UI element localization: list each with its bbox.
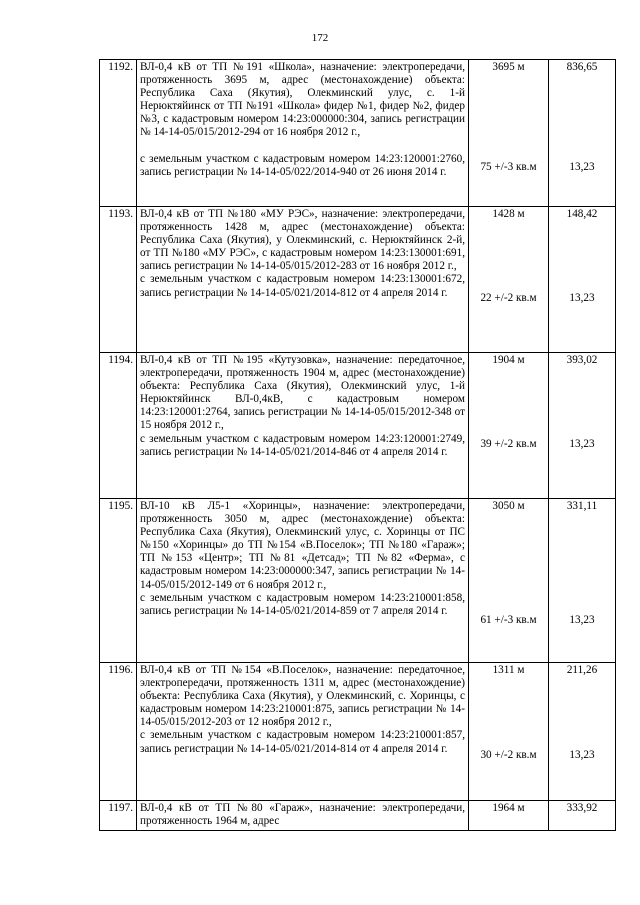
row-description [137,663,469,801]
object-length: 1904 м [492,354,525,366]
land-value: 13,23 [569,749,595,762]
object-description: ВЛ-10 кВ Л5-1 «Хоринцы», назначение: электропередачи, протяженность 3050 м, адрес (местонахождение) объекта: Республика Саха (Якутия), Олекминский улус, с. Хоринцы от ПС №150 «Хоринцы» до ТП №154 «В.Поселок»; ТП №180 «Гараж»; ТП №153 «Центр»; ТП №81 «Детсад»; ТП №82 «Ферма», с кадастровым номером 14:23:000000:347, запись регистрации № 14-14-05/015/2012-149 от 6 ноября 2012 г., [140,500,465,591]
row-number: 1194. [100,353,137,499]
row-quantity [469,499,549,663]
object-description: ВЛ-0,4 кВ от ТП №180 «МУ РЭС», назначение: электропередачи, протяженность 1428 м, адрес (местонахождение) объекта: Республика Саха (Якутия), у Олекминский, с. Нерюктяйинск 2-й, от ТП №180 «МУ РЭС», с кадастровым номером 14:23:130001:691, запись регистрации № 14-14-05/015/2012-283 от 16 ноября 2012 г., [140,208,465,273]
row-number: 1193. [100,207,137,353]
row-value [549,207,616,353]
object-description: ВЛ-0,4 кВ от ТП №80 «Гараж», назначение: электропередачи, протяженность 1964 м, адрес [140,802,465,828]
object-length: 3695 м [492,61,525,73]
object-value: 333,92 [566,802,598,814]
land-value: 13,23 [569,292,595,305]
land-area: 30 +/-2 кв.м [480,749,537,762]
object-value: 211,26 [566,664,598,676]
row-description [137,801,469,831]
land-area: 75 +/-3 кв.м [480,161,537,174]
page-number: 172 [311,32,329,44]
land-area: 61 +/-3 кв.м [480,614,537,627]
table-row [100,207,616,353]
row-description [137,207,469,353]
row-number: 1192. [100,60,137,207]
row-quantity [469,801,549,831]
object-length: 1311 м [492,664,525,676]
object-length: 3050 м [492,500,525,512]
table-row [100,499,616,663]
row-value [549,499,616,663]
land-plot-description: с земельным участком с кадастровым номером 14:23:210001:858, запись регистрации № 14-14-05/021/2014-859 от 7 апреля 2014 г. [140,591,465,617]
row-quantity [469,207,549,353]
object-value: 836,65 [566,61,598,73]
row-number: 1196. [100,663,137,801]
object-value: 331,11 [566,500,598,512]
row-number: 1197. [100,801,137,831]
row-value [549,353,616,499]
object-value: 148,42 [566,208,598,220]
land-area: 39 +/-2 кв.м [480,438,537,451]
row-description [137,499,469,663]
object-description: ВЛ-0,4 кВ от ТП №191 «Школа», назначение: электропередачи, протяженность 3695 м, адрес (местонахождение) объекта: Республика Саха (Якутия), Олекминский улус, с. 1-й Нерюктяйинск от ТП №191 «Школа» фидер №1, фидер №2, фидер №3, с кадастровым номером 14:23:000000:304, запись регистрации № 14-14-05/015/2012-294 от 16 ноября 2012 г., [140,61,465,139]
table-row [100,663,616,801]
row-description [137,60,469,207]
object-description: ВЛ-0,4 кВ от ТП №154 «В.Поселок», назначение: передаточное, электропередачи, протяженность 1311 м, адрес (местонахождение) объекта: Республика Саха (Якутия), у Олекминский, с. Хоринцы, с кадастровым номером 14:23:210001:875, запись регистрации № 14-14-05/015/2012-203 от 12 ноября 2012 г., [140,664,465,729]
object-length: 1964 м [492,802,525,814]
row-quantity [469,60,549,207]
property-registry-table [99,59,616,831]
object-length: 1428 м [492,208,525,220]
row-number: 1195. [100,499,137,663]
land-value: 13,23 [569,438,595,451]
row-value [549,60,616,207]
land-plot-description: с земельным участком с кадастровым номером 14:23:120001:2760, запись регистрации № 14-14-05/022/2014-940 от 26 июня 2014 г. [140,152,465,178]
table-row [100,801,616,831]
land-plot-description: с земельным участком с кадастровым номером 14:23:120001:2749, запись регистрации № 14-14-05/021/2014-846 от 4 апреля 2014 г. [140,432,465,458]
land-value: 13,23 [569,614,595,627]
land-value: 13,23 [569,161,595,174]
row-value [549,663,616,801]
land-plot-description: с земельным участком с кадастровым номером 14:23:210001:857, запись регистрации № 14-14-05/021/2014-814 от 4 апреля 2014 г. [140,729,465,755]
object-value: 393,02 [566,354,598,366]
land-plot-description: с земельным участком с кадастровым номером 14:23:130001:672, запись регистрации № 14-14-05/021/2014-812 от 4 апреля 2014 г. [140,273,465,299]
table-row [100,60,616,207]
row-quantity [469,353,549,499]
row-value [549,801,616,831]
table-row [100,353,616,499]
row-description [137,353,469,499]
object-description: ВЛ-0,4 кВ от ТП №195 «Кутузовка», назначение: передаточное, электропередачи, протяженность 1904 м, адрес (местонахождение) объекта: Республика Саха (Якутия), Олекминский улус, 1-й Нерюктяйинск ВЛ-0,4кВ, с кадастровым номером 14:23:120001:2764, запись регистрации № 14-14-05/015/2012-348 от 15 ноября 2012 г., [140,354,465,432]
land-area: 22 +/-2 кв.м [480,292,537,305]
row-quantity [469,663,549,801]
